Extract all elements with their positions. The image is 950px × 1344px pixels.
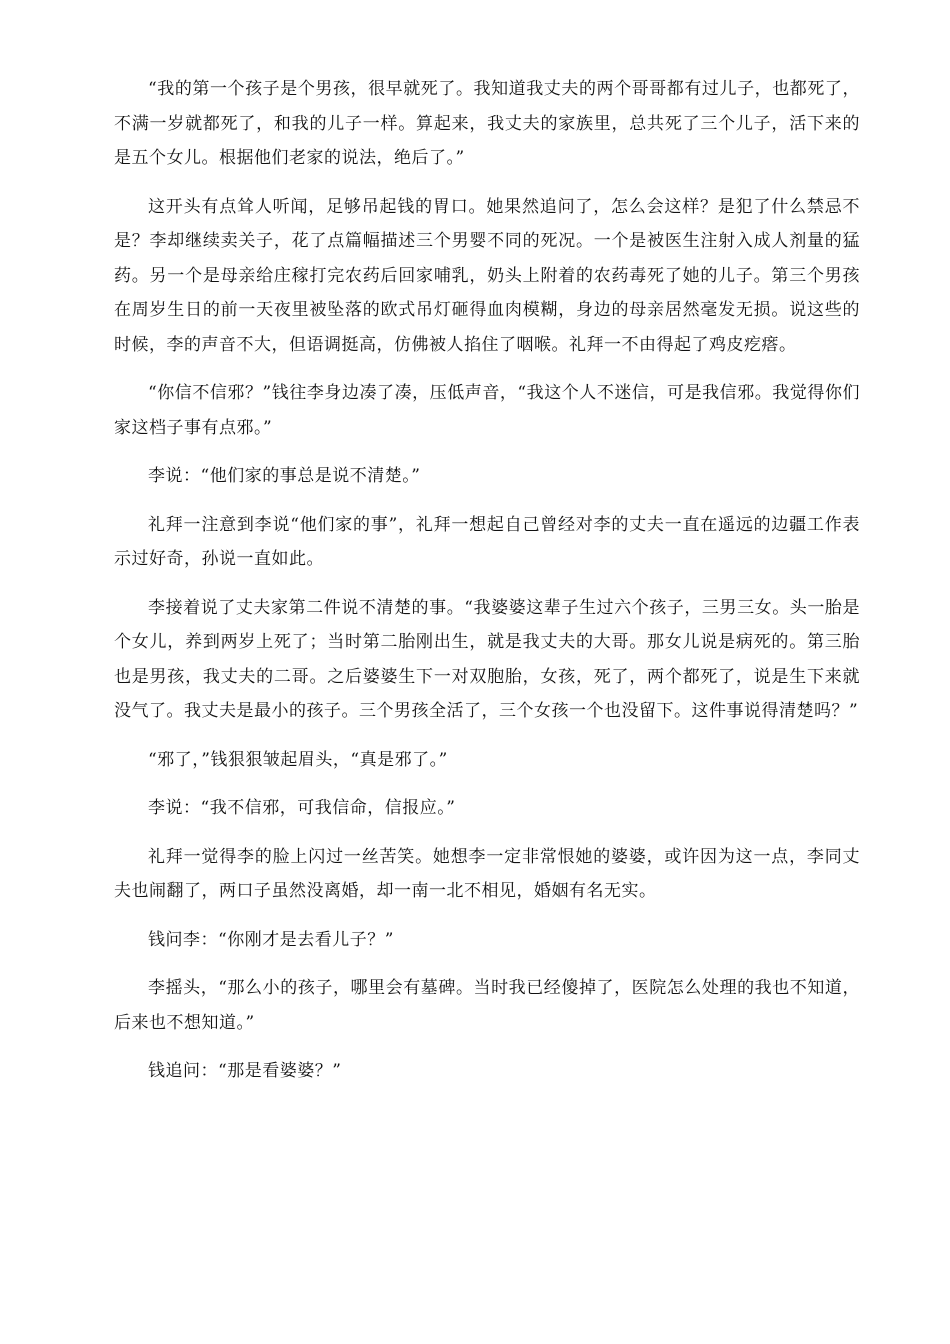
paragraph-12: 钱追问：“那是看婆婆？” xyxy=(148,1061,342,1081)
paragraph-5: 礼拜一注意到李说“他们家的事”，礼拜一想起自己曾经对李的丈夫一直在遥远的边疆工作表示过好奇，孙说一直如此。 xyxy=(114,514,860,569)
paragraph-6: 李接着说了丈夫家第二件说不清楚的事。“我婆婆这辈子生过六个孩子，三男三女。头一胎是个女儿，养到两岁上死了；当时第二胎刚出生，就是我丈夫的大哥。那女儿说是病死的。第三胎也是男孩，我丈夫的二哥。之后婆婆生下一对双胞胎，女孩，死了，两个都死了，说是生下来就没气了。我丈夫是最小的孩子。三个男孩全活了，三个女孩一个也没留下。这件事说得清楚吗？” xyxy=(114,597,860,721)
paragraph-1: “我的第一个孩子是个男孩，很早就死了。我知道我丈夫的两个哥哥都有过儿子，也都死了，不满一岁就都死了，和我的儿子一样。算起来，我丈夫的家族里，总共死了三个儿子，活下来的是五个女儿。根据他们老家的说法，绝后了。” xyxy=(114,79,860,168)
paragraph-2: 这开头有点耸人听闻，足够吊起钱的胃口。她果然追问了，怎么会这样？是犯了什么禁忌不是？李却继续卖关子，花了点篇幅描述三个男婴不同的死况。一个是被医生注射入成人剂量的猛药。另一个是母亲给庄稼打完农药后回家哺乳，奶头上附着的农药毒死了她的儿子。第三个男孩在周岁生日的前一天夜里被坠落的欧式吊灯砸得血肉模糊，身边的母亲居然毫发无损。说这些的时候，李的声音不大，但语调挺高，仿佛被人掐住了咽喉。礼拜一不由得起了鸡皮疙瘩。 xyxy=(114,196,860,355)
paragraph-11: 李摇头，“那么小的孩子，哪里会有墓碑。当时我已经傻掉了，医院怎么处理的我也不知道，后来也不想知道。” xyxy=(114,978,860,1033)
paragraph-10: 钱问李：“你刚才是去看儿子？” xyxy=(148,929,394,950)
paragraph-4: 李说：“他们家的事总是说不清楚。” xyxy=(148,466,421,486)
paragraph-3: “你信不信邪？”钱往李身边凑了凑，压低声音，“我这个人不迷信，可是我信邪。我觉得你们家这档子事有点邪。” xyxy=(114,383,860,438)
paragraph-8: 李说：“我不信邪，可我信命，信报应。” xyxy=(148,798,456,818)
paragraph-7: “邪了，”钱狠狠皱起眉头，“真是邪了。” xyxy=(148,749,448,770)
paragraph-9: 礼拜一觉得李的脸上闪过一丝苦笑。她想李一定非常恨她的婆婆，或许因为这一点，李同丈夫也闹翻了，两口子虽然没离婚，却一南一北不相见，婚姻有名无实。 xyxy=(114,846,860,901)
body-text xyxy=(114,72,860,1103)
